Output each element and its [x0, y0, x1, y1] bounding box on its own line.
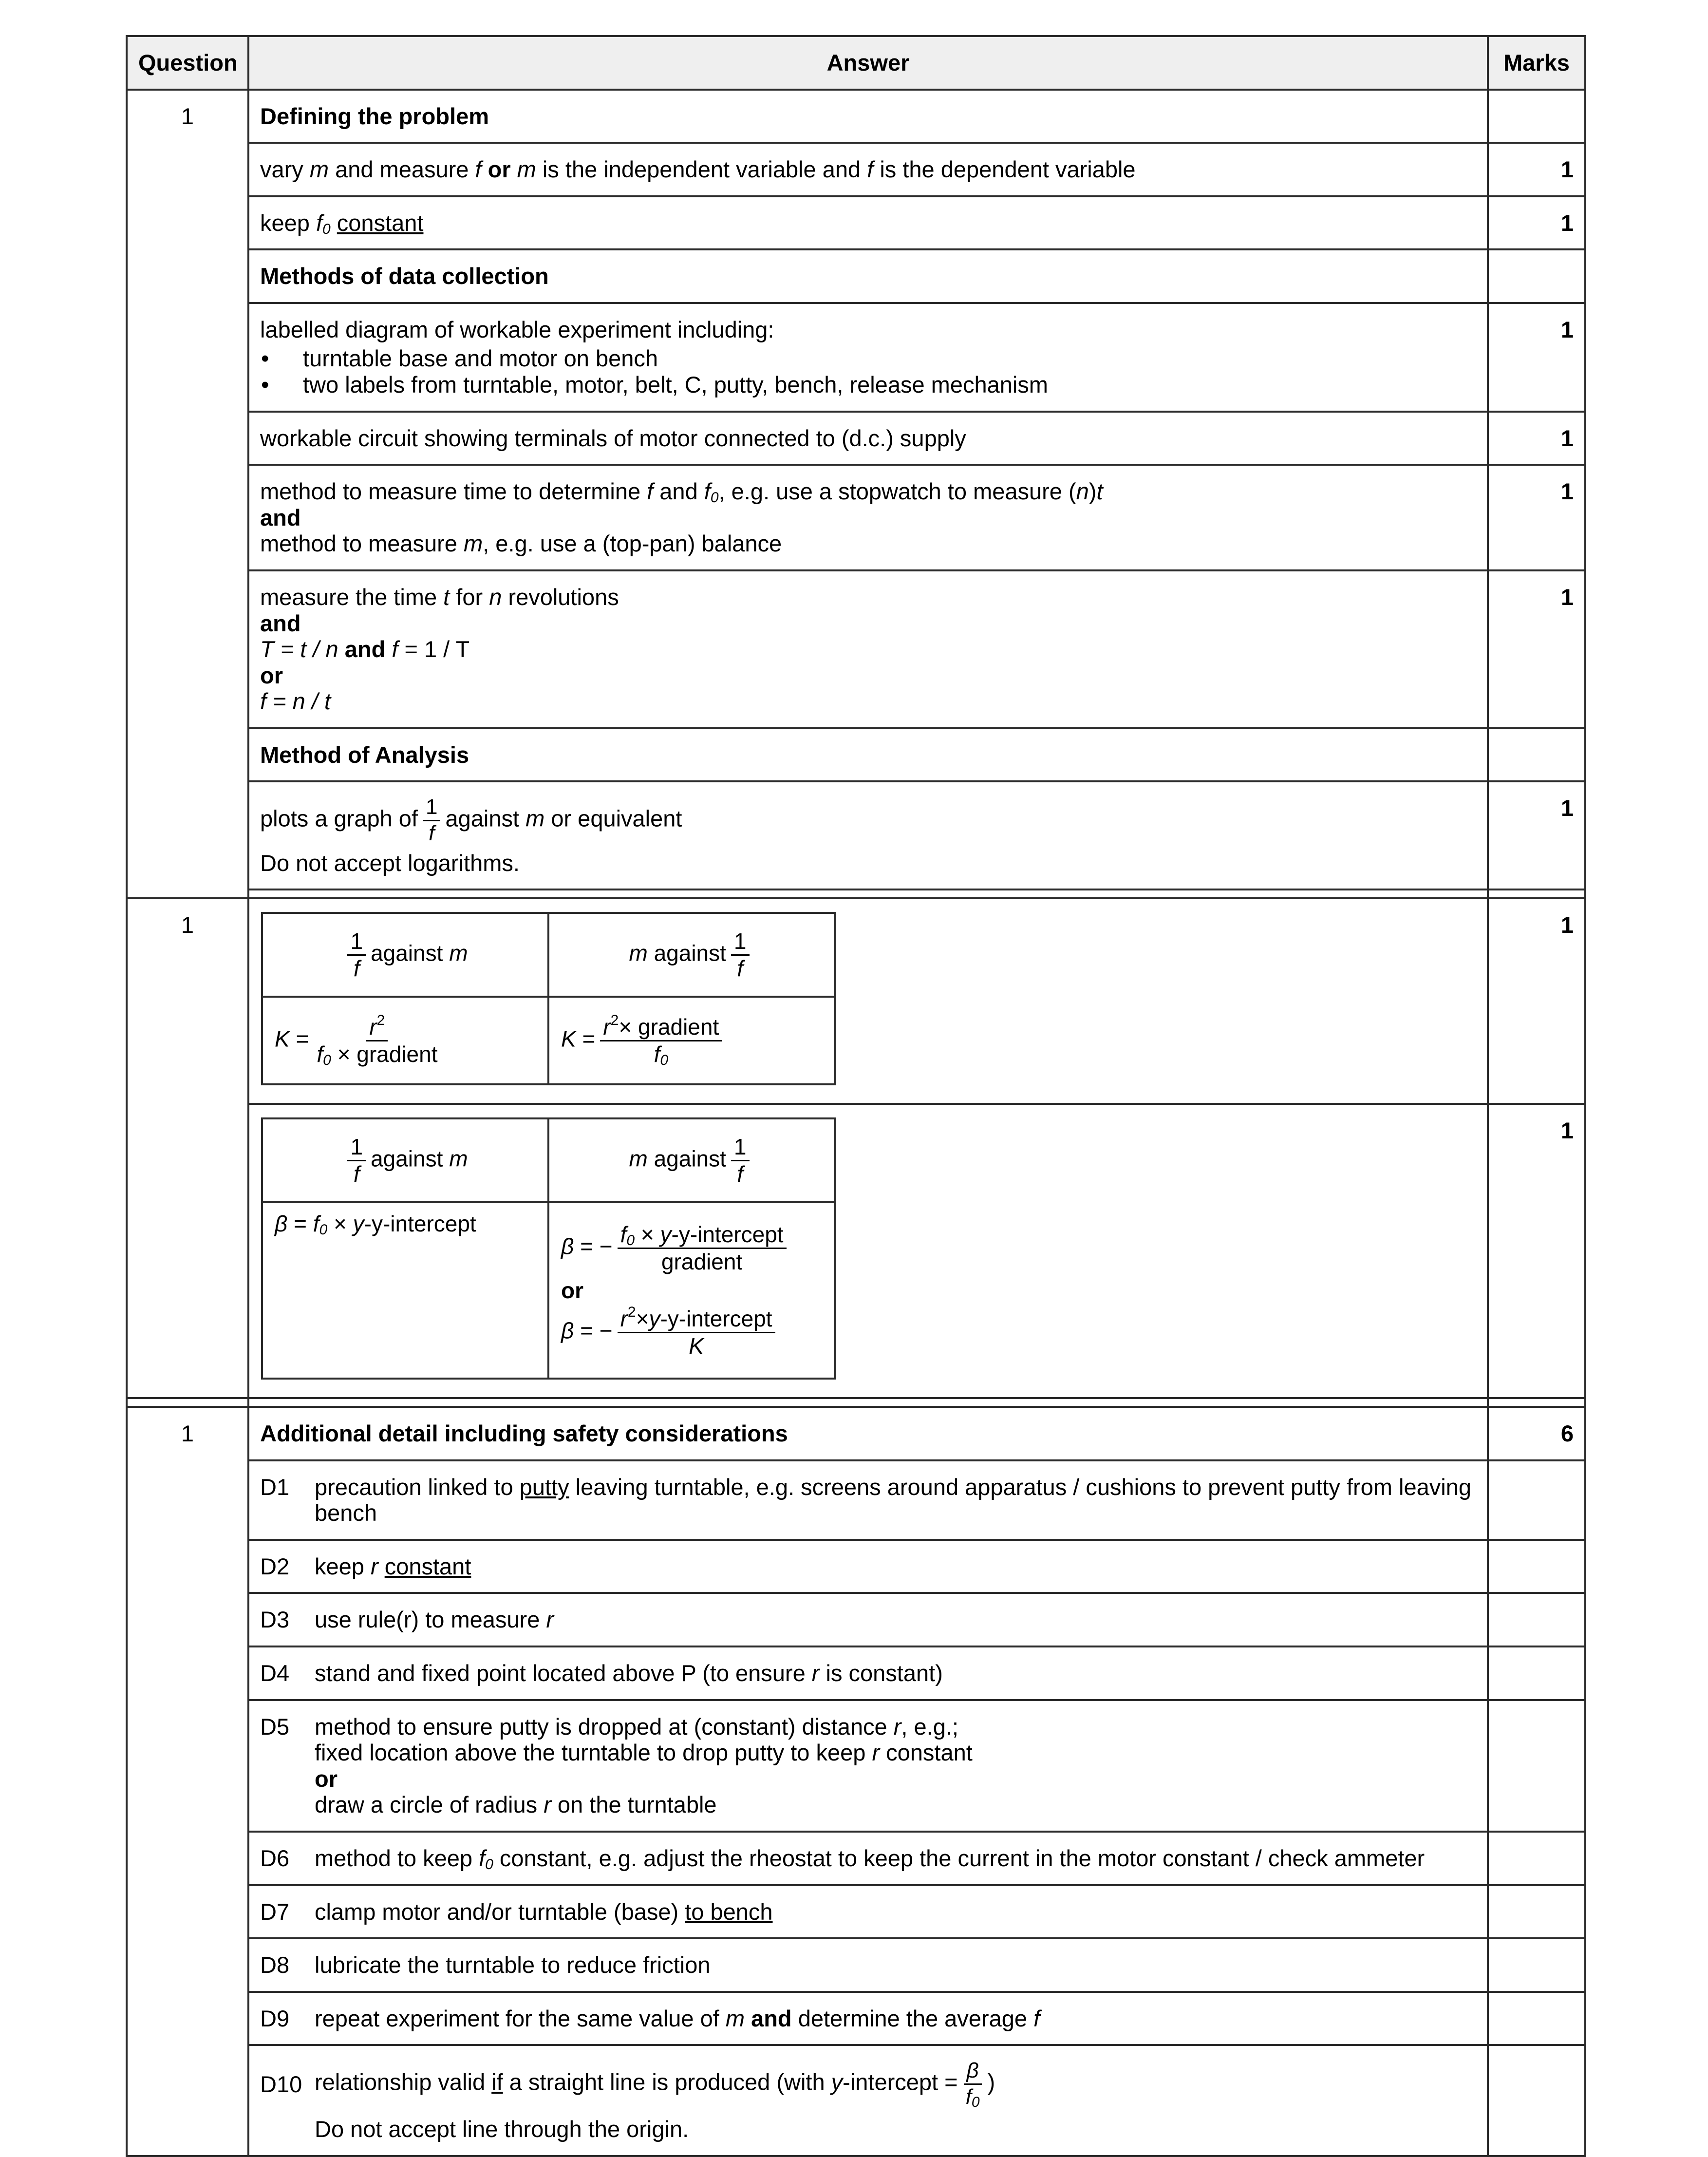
detail-d4: D4 stand and fixed point located above P (to ensure r is constant): [248, 1646, 1488, 1700]
answer-keep-f0: keep $f_0$ constant: [248, 196, 1488, 250]
answer-time-mass: method to measure time to determine f and $f_0$, e.g. use a stopwatch to measure (n)t and method to measure m, e.g. use a (top-pan) balance: [248, 465, 1488, 570]
detail-d7: D7 clamp motor and/or turntable (base) to bench: [248, 1885, 1488, 1939]
mark-scheme-table: [126, 35, 1586, 2157]
beta-expression-1: $\beta = f_0$ × y-y-intercept: [262, 1202, 548, 1379]
detail-d1: D1 precaution linked to putty leaving turntable, e.g. screens around apparatus / cushions to prevent putty from leaving bench: [248, 1460, 1488, 1540]
row-d5: [127, 1700, 1585, 1832]
row-beta-table: [127, 1104, 1585, 1398]
row-d10: [127, 2045, 1585, 2156]
detail-d2: D2 keep r constant: [248, 1540, 1488, 1593]
mark-revolutions: 1: [1488, 570, 1585, 728]
row-d2: [127, 1540, 1585, 1593]
k-expression-table: [261, 912, 836, 1085]
k-expression-2: K = $\frac{r^2\times gradient}{f_0}$: [548, 997, 835, 1084]
answer-plot: plots a graph of $\frac{1}{f}$ against m or equivalent Do not accept logarithms.: [248, 781, 1488, 889]
answer-circuit: workable circuit showing terminals of motor connected to (d.c.) supply: [248, 412, 1488, 465]
mark-k-table: 1: [1488, 898, 1585, 1104]
row-circuit: [127, 412, 1585, 465]
row-d3: [127, 1593, 1585, 1646]
row-methods-heading: [127, 249, 1585, 303]
mark-beta-table: 1: [1488, 1104, 1585, 1398]
bullet-item: • two labels from turntable, motor, belt, C, putty, bench, release mechanism: [303, 372, 1476, 398]
header-answer: Answer: [248, 36, 1488, 90]
mark-vary: 1: [1488, 143, 1585, 196]
heading-method-analysis: Method of Analysis: [248, 728, 1488, 782]
row-revolutions: [127, 570, 1585, 728]
answer-beta-table: [248, 1104, 1488, 1398]
row-diagram: [127, 303, 1585, 412]
row-plot: [127, 781, 1585, 889]
separator: [127, 1398, 1585, 1407]
heading-defining-problem: Defining the problem: [248, 90, 1488, 143]
beta-expression-2: β = − $\frac{f_0 \times y-y-intercept}{\text{gradient}}$ or β = − $\frac{r^2\times y-y-intercept}{K}$: [548, 1202, 835, 1379]
mark-time-mass: 1: [1488, 465, 1585, 570]
fraction-one-over-f: $\frac{1}{f}$: [423, 795, 440, 846]
answer-vary-m: vary m and measure f or m is the independent variable and f is the dependent variable: [248, 143, 1488, 196]
detail-d10: D10 relationship valid if a straight line is produced (with y-intercept = $\frac{\beta}{f_0}$ ) Do not accept line through the origin.: [248, 2045, 1488, 2156]
mark-additional-total: 6: [1488, 1407, 1585, 1460]
question-number: 1: [127, 898, 248, 1398]
row-additional-heading: [127, 1407, 1585, 1460]
detail-d5: D5 method to ensure putty is dropped at (constant) distance r, e.g.; fixed location above the turntable to drop putty to keep r constant or draw a circle of radius r on the turntable: [248, 1700, 1488, 1832]
separator: [127, 889, 1585, 898]
mark-keep-f0: 1: [1488, 196, 1585, 250]
detail-d8: D8 lubricate the turntable to reduce friction: [248, 1938, 1488, 1992]
heading-methods-data-collection: Methods of data collection: [248, 249, 1488, 303]
answer-revolutions: measure the time t for n revolutions and T = t / n and f = 1 / T or f = n / t: [248, 570, 1488, 728]
detail-d3: D3 use rule(r) to measure r: [248, 1593, 1488, 1646]
row-keep-f0: [127, 196, 1585, 250]
row-d8: [127, 1938, 1585, 1992]
header-marks: Marks: [1488, 36, 1585, 90]
row-defining-heading: [127, 90, 1585, 143]
graph-m-vs-one-over-f: m against $\frac{1}{f}$: [548, 1118, 835, 1202]
row-d6: [127, 1832, 1585, 1885]
heading-additional-detail: Additional detail including safety considerations: [248, 1407, 1488, 1460]
row-d4: [127, 1646, 1585, 1700]
mark-diagram: 1: [1488, 303, 1585, 412]
graph-one-over-f-vs-m: $\frac{1}{f}$ against m: [262, 913, 548, 997]
detail-d6: D6 method to keep $f_0$ constant, e.g. adjust the rheostat to keep the current in the motor constant / check ammeter: [248, 1832, 1488, 1885]
k-expression-1: K = $\frac{r^2}{f_0 \times gradient}$: [262, 997, 548, 1084]
detail-d9: D9 repeat experiment for the same value of m and determine the average f: [248, 1992, 1488, 2045]
mark-circuit: 1: [1488, 412, 1585, 465]
fraction-beta-over-f0: $\frac{\beta}{f_0}$: [963, 2059, 983, 2109]
d10-note: Do not accept line through the origin.: [315, 2116, 689, 2142]
question-number: 1: [127, 90, 248, 899]
graph-m-vs-one-over-f: m against $\frac{1}{f}$: [548, 913, 835, 997]
header-question: Question: [127, 36, 248, 90]
header-row: [127, 36, 1585, 90]
row-vary-m: [127, 143, 1585, 196]
row-d9: [127, 1992, 1585, 2045]
question-number: 1: [127, 1407, 248, 2156]
graph-one-over-f-vs-m: $\frac{1}{f}$ against m: [262, 1118, 548, 1202]
answer-k-table: [248, 898, 1488, 1104]
row-k-table: [127, 898, 1585, 1104]
mark-plot: 1: [1488, 781, 1585, 889]
row-d1: [127, 1460, 1585, 1540]
answer-diagram: labelled diagram of workable experiment including: • turntable base and motor on bench • two labels from turntable, motor, belt, C, putty, bench, release mechanism: [248, 303, 1488, 412]
row-analysis-heading: [127, 728, 1585, 782]
row-d7: [127, 1885, 1585, 1939]
beta-expression-table: [261, 1117, 836, 1380]
bullet-item: • turntable base and motor on bench: [303, 345, 1476, 372]
row-time-mass: [127, 465, 1585, 570]
